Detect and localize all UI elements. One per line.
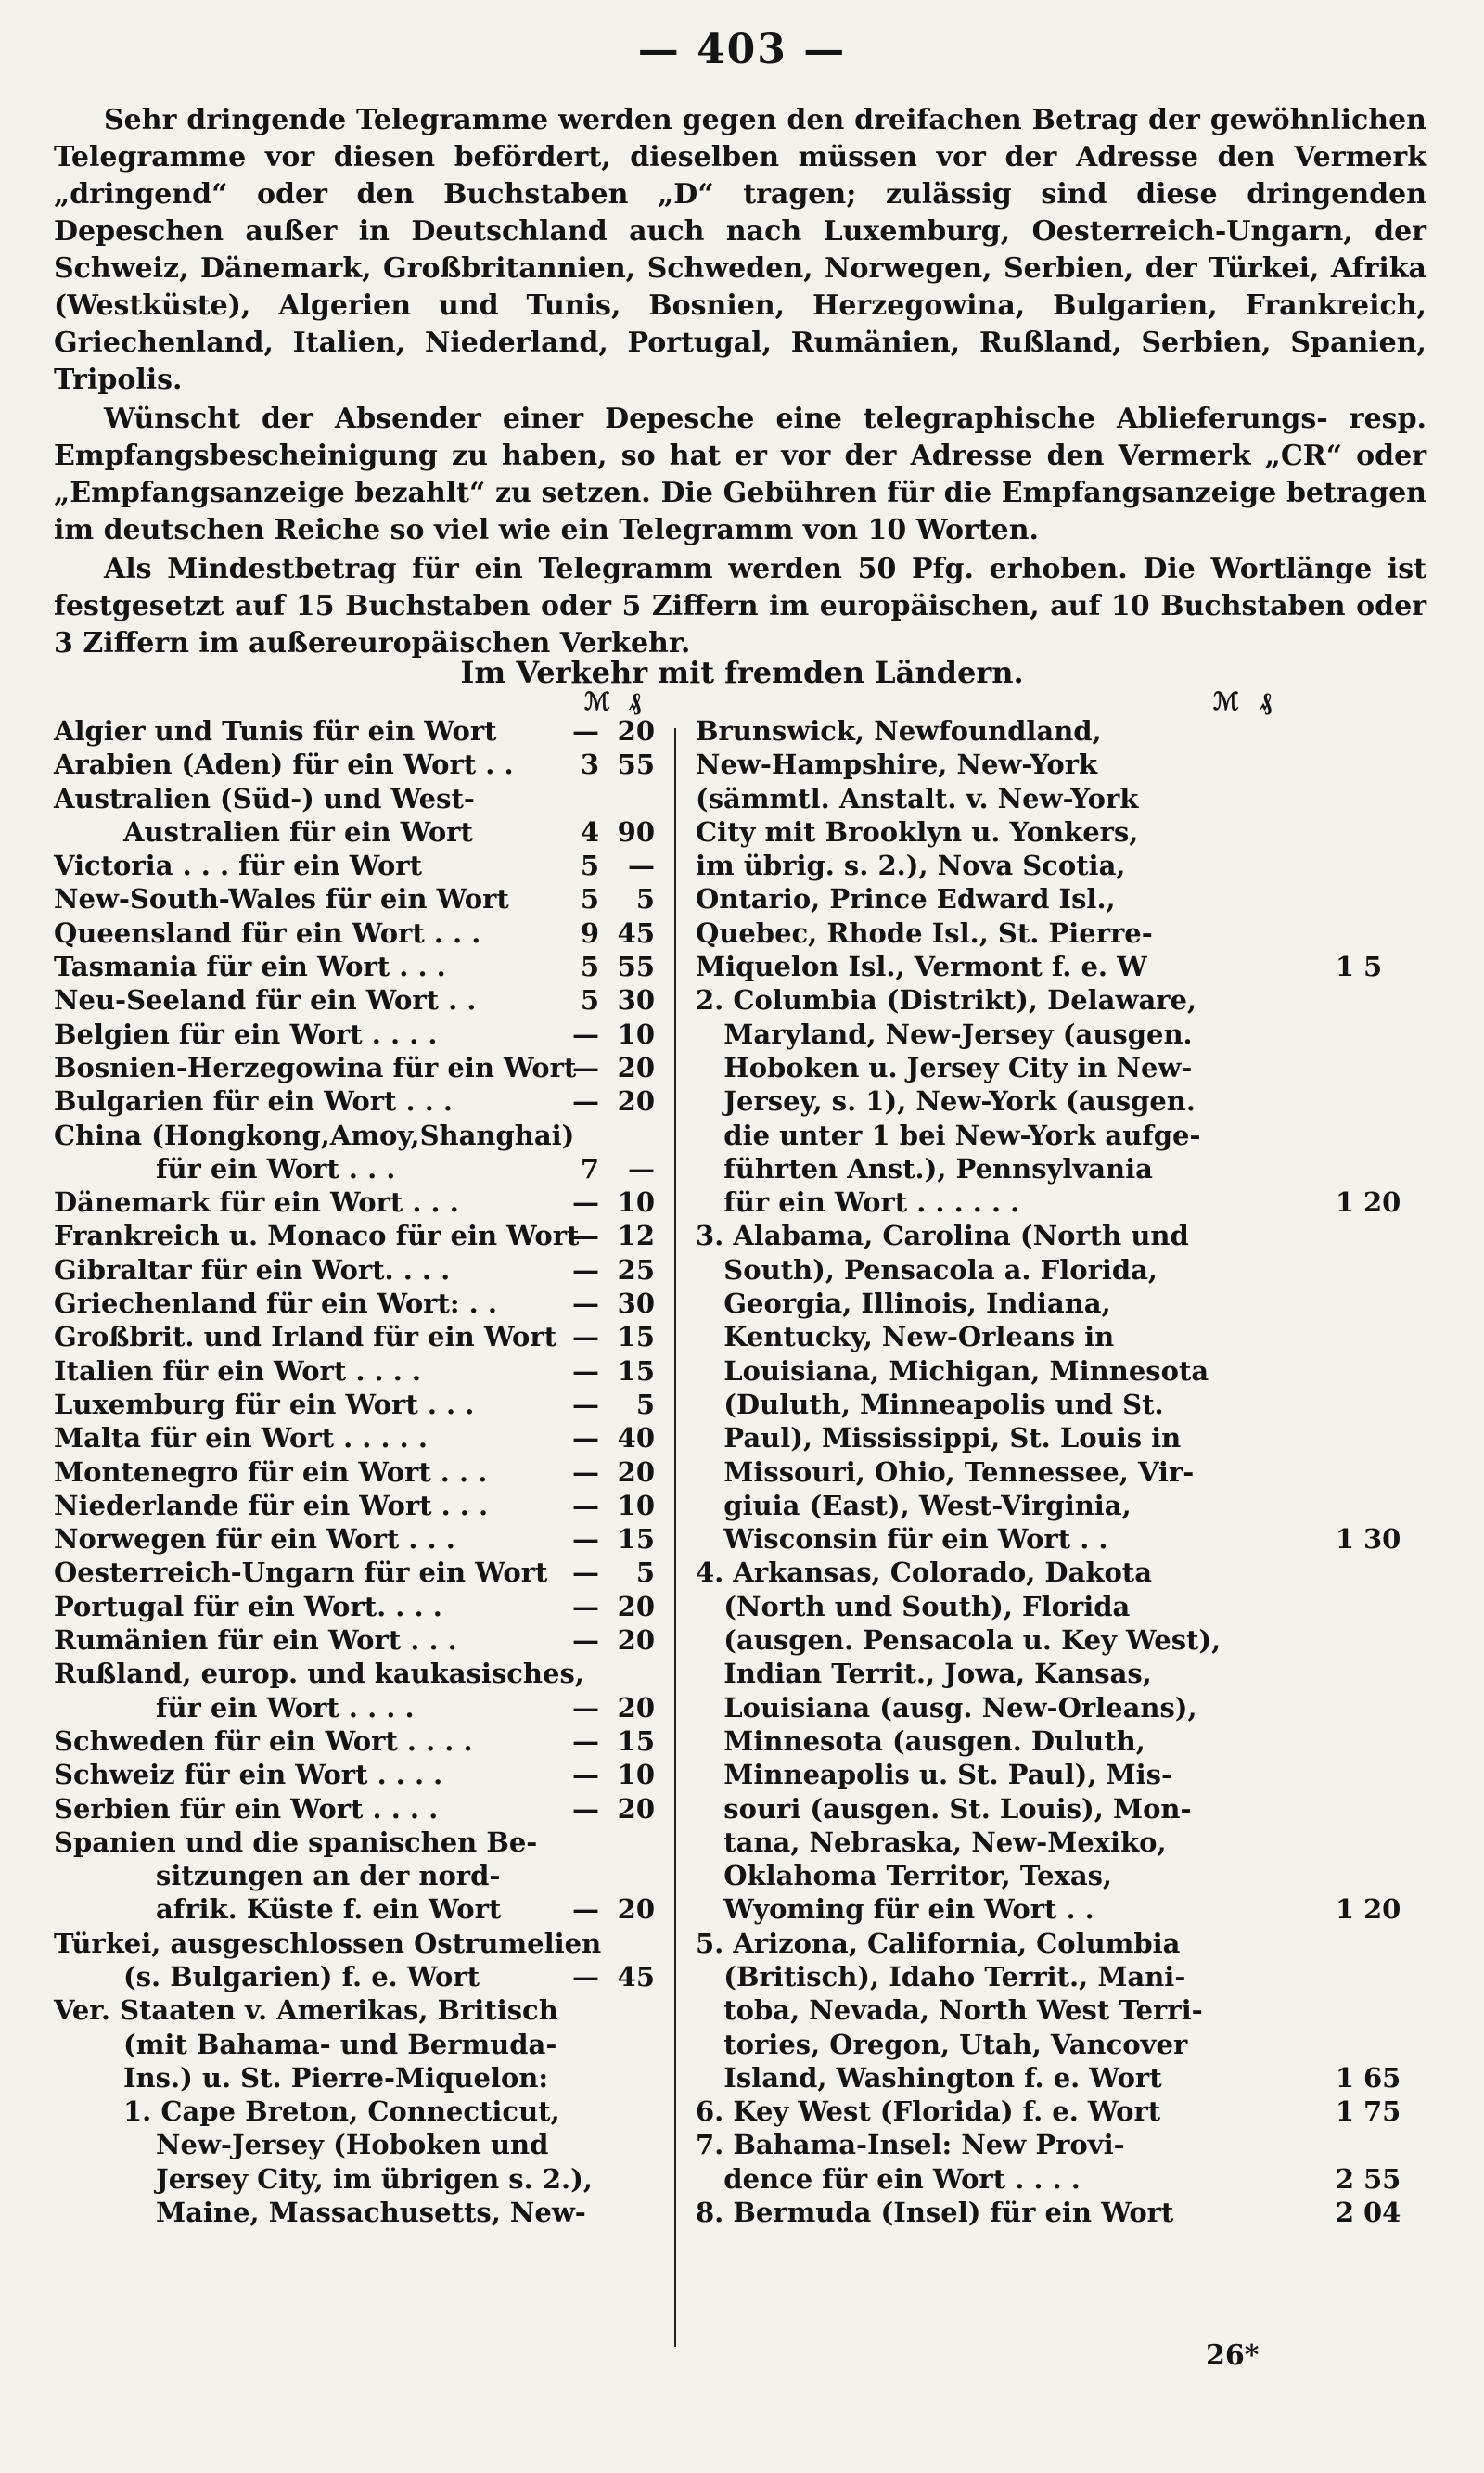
- rate-label: tories, Oregon, Utah, Vancover: [696, 2028, 1188, 2060]
- rate-label: für ein Wort . . . .: [156, 1691, 415, 1723]
- rate-pfennig: 55: [617, 749, 655, 781]
- rate-row: [54, 1354, 666, 1388]
- rate-row: [696, 2061, 1401, 2095]
- rate-row: [696, 714, 1345, 748]
- rate-pfennig: 5: [1363, 951, 1383, 983]
- rate-label: Oklahoma Territor, Texas,: [696, 1860, 1113, 1892]
- rate-label: Jersey, s. 1), New-York (ausgen.: [696, 1085, 1196, 1118]
- rate-row: [54, 1993, 666, 2027]
- rate-pfennig: 25: [617, 1253, 655, 1286]
- rate-mark: 5: [580, 883, 599, 916]
- rate-label: China (Hongkong,Amoy,Shanghai): [54, 1119, 575, 1151]
- rate-mark: 5: [580, 850, 599, 882]
- rate-label: Minneapolis u. St. Paul), Mis-: [696, 1759, 1173, 1791]
- rate-mark: 1: [1335, 2061, 1354, 2094]
- rate-label: für ein Wort . . . . . .: [696, 1186, 1020, 1219]
- rate-row: [54, 2028, 666, 2061]
- rate-label: afrik. Küste f. ein Wort: [156, 1893, 502, 1926]
- rate-label: souri (ausgen. St. Louis), Mon-: [696, 1792, 1192, 1825]
- rate-pfennig: 20: [617, 1590, 655, 1622]
- rate-label: Jersey City, im übrigen s. 2.),: [156, 2162, 593, 2195]
- rate-row: [696, 748, 1345, 781]
- rate-label: Arabien (Aden) für ein Wort . .: [54, 749, 514, 781]
- rate-label: (sämmtl. Anstalt. v. New-York: [696, 782, 1139, 814]
- rate-pfennig: 45: [617, 1960, 655, 1992]
- rate-label: Oesterreich-Ungarn für ein Wort: [54, 1557, 548, 1589]
- rate-label: Wyoming für ein Wort . .: [696, 1893, 1094, 1926]
- rate-row: [54, 1119, 666, 1152]
- rate-pfennig: 20: [617, 1893, 655, 1926]
- rate-row: [696, 1051, 1345, 1084]
- rate-mark: —: [572, 1253, 599, 1286]
- rate-row: [696, 1287, 1345, 1320]
- rate-mark: —: [572, 1523, 599, 1556]
- rate-row: [696, 1421, 1345, 1454]
- rate-label: Algier und Tunis für ein Wort: [54, 715, 497, 747]
- rate-label: Louisiana (ausg. New-Orleans),: [696, 1691, 1197, 1723]
- rate-pfennig: 20: [617, 1455, 655, 1488]
- rate-row: [696, 1590, 1345, 1623]
- rate-row: [696, 1388, 1345, 1421]
- rate-mark: 2: [1335, 2162, 1354, 2195]
- rate-pfennig: 20: [1363, 1893, 1401, 1926]
- rate-mark: 2: [1335, 2197, 1354, 2229]
- rate-row: [54, 1859, 666, 1892]
- rate-row: [696, 849, 1345, 882]
- signature-mark: 26*: [1206, 2339, 1260, 2372]
- rate-row: [54, 882, 666, 916]
- left-rate-column: [54, 714, 666, 2229]
- rate-row: [696, 1253, 1345, 1287]
- rate-label: Neu-Seeland für ein Wort . .: [54, 984, 477, 1017]
- page-number: — 403 —: [637, 26, 847, 73]
- rate-pfennig: 10: [617, 1489, 655, 1521]
- rate-pfennig: 20: [617, 1624, 655, 1657]
- rate-row: [54, 1724, 666, 1758]
- rate-row: [54, 714, 666, 748]
- rate-row: [54, 2095, 666, 2128]
- rate-row: [54, 1455, 666, 1489]
- rate-row: [696, 1691, 1345, 1724]
- rate-label: City mit Brooklyn u. Yonkers,: [696, 815, 1139, 848]
- rate-mark: —: [572, 1792, 599, 1825]
- rate-label: Norwegen für ein Wort . . .: [54, 1523, 455, 1556]
- rate-label: 1. Cape Breton, Connecticut,: [123, 2095, 560, 2128]
- rate-label: Griechenland für ein Wort: . .: [54, 1288, 497, 1320]
- rate-row: [54, 1623, 666, 1657]
- paragraph-minimum: Als Mindestbetrag für ein Telegramm werden 50 Pfg. erhoben. Die Wortlänge ist festgesetzt auf 15 Buchstaben oder 5 Ziffern im europäischen, auf 10 Buchstaben oder 3 Ziffern im außereuropäischen Verkehr.: [54, 553, 1426, 660]
- rate-label: (mit Bahama- und Bermuda-: [123, 2028, 557, 2060]
- rate-row: [696, 1657, 1345, 1690]
- rate-mark: —: [572, 1590, 599, 1622]
- rate-label: Malta für ein Wort . . . . .: [54, 1422, 428, 1454]
- rate-label: (North und South), Florida: [696, 1590, 1131, 1622]
- rate-row: [54, 1152, 666, 1185]
- rate-row: [696, 1892, 1401, 1926]
- rate-row: [696, 1826, 1345, 1859]
- rate-row: [54, 983, 666, 1017]
- rate-label: Indian Territ., Jowa, Kansas,: [696, 1658, 1152, 1690]
- rate-mark: —: [572, 1288, 599, 1320]
- rate-row: [54, 748, 666, 781]
- rate-row: [696, 916, 1345, 950]
- rate-pfennig: 5: [635, 1388, 655, 1420]
- rate-label: Ontario, Prince Edward Isl.,: [696, 883, 1116, 916]
- rate-pfennig: 20: [617, 715, 655, 747]
- rate-row: [54, 1219, 666, 1252]
- rate-row: [696, 1489, 1345, 1522]
- rate-label: Großbrit. und Irland für ein Wort: [54, 1321, 557, 1353]
- rate-label: im übrig. s. 2.), Nova Scotia,: [696, 850, 1126, 882]
- rate-row: [696, 950, 1383, 983]
- rate-label: Victoria . . . für ein Wort: [54, 850, 422, 882]
- rate-label: Portugal für ein Wort. . . .: [54, 1590, 442, 1622]
- rate-row: [54, 1691, 666, 1724]
- rate-label: Ins.) u. St. Pierre-Miquelon:: [123, 2061, 549, 2094]
- rate-mark: —: [572, 1422, 599, 1454]
- rate-pfennig: 10: [617, 1759, 655, 1791]
- rate-row: [696, 1152, 1345, 1185]
- rate-mark: —: [572, 1455, 599, 1488]
- rate-mark: —: [572, 1724, 599, 1757]
- rate-pfennig: 75: [1363, 2095, 1401, 2128]
- rate-mark: 9: [580, 916, 599, 949]
- rate-pfennig: 30: [617, 1288, 655, 1320]
- rate-row: [696, 1354, 1345, 1388]
- rate-row: [696, 1758, 1345, 1791]
- rate-pfennig: 45: [617, 916, 655, 949]
- rate-row: [54, 1892, 666, 1926]
- rate-pfennig: 65: [1363, 2061, 1401, 2094]
- left-pfennig-header: ₰: [629, 688, 641, 716]
- rate-pfennig: 20: [617, 1051, 655, 1083]
- rate-row: [696, 2095, 1401, 2128]
- rate-mark: 3: [580, 749, 599, 781]
- rate-label: 6. Key West (Florida) f. e. Wort: [696, 2095, 1161, 2128]
- rate-mark: —: [572, 1220, 599, 1252]
- rate-label: tana, Nebraska, New-Mexiko,: [696, 1826, 1167, 1858]
- rate-row: [54, 2061, 666, 2095]
- rate-mark: 1: [1335, 951, 1354, 983]
- rate-row: [54, 1320, 666, 1353]
- rate-row: [54, 782, 666, 815]
- rate-label: führten Anst.), Pennsylvania: [696, 1152, 1153, 1185]
- rate-row: [54, 1758, 666, 1791]
- rate-label: 3. Alabama, Carolina (North und: [696, 1220, 1189, 1252]
- rate-label: Queensland für ein Wort . . .: [54, 916, 481, 949]
- rate-mark: —: [572, 1893, 599, 1926]
- rate-mark: —: [572, 1960, 599, 1992]
- rate-row: [696, 1623, 1345, 1657]
- rate-label: Türkei, ausgeschlossen Ostrumelien: [54, 1927, 602, 1959]
- rate-row: [696, 1993, 1345, 2027]
- section-title: Im Verkehr mit fremden Ländern.: [460, 655, 1024, 690]
- rate-label: Bosnien-Herzegowina für ein Wort: [54, 1051, 577, 1083]
- rate-pfennig: 20: [617, 1792, 655, 1825]
- rate-row: [54, 1792, 666, 1826]
- rate-pfennig: 30: [617, 984, 655, 1017]
- rate-pfennig: 20: [617, 1085, 655, 1118]
- rate-row: [54, 1084, 666, 1118]
- rate-label: 7. Bahama-Insel: New Provi-: [696, 2129, 1125, 2161]
- rate-label: 5. Arizona, California, Columbia: [696, 1927, 1181, 1959]
- rate-label: Rußland, europ. und kaukasisches,: [54, 1658, 584, 1690]
- rate-row: [696, 1522, 1401, 1556]
- rate-label: Maryland, New-Jersey (ausgen.: [696, 1018, 1193, 1050]
- rate-mark: 4: [580, 815, 599, 848]
- rate-label: 8. Bermuda (Insel) für ein Wort: [696, 2197, 1174, 2229]
- rate-label: sitzungen an der nord-: [156, 1860, 501, 1892]
- rate-row: [54, 1287, 666, 1320]
- rate-mark: —: [572, 1759, 599, 1791]
- rate-pfennig: 15: [617, 1523, 655, 1556]
- rate-row: [696, 2128, 1345, 2161]
- rate-row: [54, 1018, 666, 1051]
- rate-row: [696, 815, 1345, 849]
- rate-mark: —: [572, 1354, 599, 1387]
- rate-row: [54, 1826, 666, 1859]
- rate-row: [696, 782, 1345, 815]
- rate-label: Spanien und die spanischen Be-: [54, 1826, 538, 1858]
- rate-row: [54, 1421, 666, 1454]
- rate-mark: —: [572, 1321, 599, 1353]
- rate-mark: —: [572, 1388, 599, 1420]
- rate-label: dence für ein Wort . . . .: [696, 2162, 1081, 2195]
- rate-mark: —: [572, 1557, 599, 1589]
- rate-label: 2. Columbia (Distrikt), Delaware,: [696, 984, 1197, 1017]
- rate-row: [54, 1388, 666, 1421]
- rate-label: Louisiana, Michigan, Minnesota: [696, 1354, 1209, 1387]
- rate-row: [696, 2028, 1345, 2061]
- rate-row: [696, 983, 1345, 1017]
- rate-row: [696, 1320, 1345, 1353]
- rate-mark: —: [572, 1489, 599, 1521]
- rate-row: [54, 1590, 666, 1623]
- rate-row: [54, 2196, 666, 2229]
- rate-label: Brunswick, Newfoundland,: [696, 715, 1102, 747]
- rate-label: Australien für ein Wort: [123, 815, 473, 848]
- rate-row: [696, 2196, 1401, 2229]
- rate-mark: —: [572, 1624, 599, 1657]
- rate-row: [696, 2162, 1401, 2196]
- rate-pfennig: 04: [1363, 2197, 1401, 2229]
- rate-row: [696, 1556, 1345, 1589]
- rate-label: Dänemark für ein Wort . . .: [54, 1186, 459, 1219]
- rate-label: toba, Nevada, North West Terri-: [696, 1994, 1203, 2027]
- rate-row: [696, 1119, 1345, 1152]
- rate-row: [696, 1960, 1345, 1993]
- rate-label: Schweden für ein Wort . . . .: [54, 1724, 473, 1757]
- rate-label: New-South-Wales für ein Wort: [54, 883, 509, 916]
- rate-label: New-Jersey (Hoboken und: [156, 2129, 549, 2161]
- rate-row: [696, 1792, 1345, 1826]
- rate-pfennig: 15: [617, 1724, 655, 1757]
- rate-row: [54, 1657, 666, 1690]
- rate-label: giuia (East), West-Virginia,: [696, 1489, 1132, 1521]
- rate-mark: 7: [580, 1152, 599, 1185]
- rate-row: [54, 1051, 666, 1084]
- rate-mark: —: [572, 1691, 599, 1723]
- rate-row: [54, 1185, 666, 1219]
- left-mark-header: ℳ: [584, 688, 610, 716]
- rate-row: [696, 1219, 1345, 1252]
- rate-pfennig: 5: [635, 1557, 655, 1589]
- rate-label: für ein Wort . . .: [156, 1152, 396, 1185]
- rate-row: [54, 1960, 666, 1993]
- rate-pfennig: 10: [617, 1186, 655, 1219]
- rate-row: [54, 849, 666, 882]
- rate-mark: 1: [1335, 2095, 1354, 2128]
- rate-mark: 1: [1335, 1893, 1354, 1926]
- rate-row: [696, 1859, 1345, 1892]
- rate-label: Belgien für ein Wort . . . .: [54, 1018, 438, 1050]
- rate-mark: —: [572, 1186, 599, 1219]
- rate-label: Italien für ein Wort . . . .: [54, 1354, 421, 1387]
- rate-row: [54, 950, 666, 983]
- rate-pfennig: 40: [617, 1422, 655, 1454]
- rate-mark: 5: [580, 951, 599, 983]
- rate-row: [54, 815, 666, 849]
- rate-pfennig: 20: [617, 1691, 655, 1723]
- rate-row: [54, 916, 666, 950]
- rate-label: Montenegro für ein Wort . . .: [54, 1455, 488, 1488]
- paragraph-urgent: Sehr dringende Telegramme werden gegen den dreifachen Betrag der gewöhnlichen Telegramme vor diesen befördert, dieselben müssen vor der Adresse den Vermerk „dringend“ oder den Buchstaben „D“ tragen; zulässig sind diese dringenden Depeschen außer in Deutschland auch nach Luxemburg, Oesterreich-Ungarn, der Schweiz, Dänemark, Großbritannien, Schweden, Norwegen, Serbien, der Türkei, Afrika (Westküste), Algerien und Tunis, Bosnien, Herzegowina, Bulgarien, Frankreich, Griechenland, Italien, Niederland, Portugal, Rumänien, Rußland, Serbien, Spanien, Tripolis.: [54, 104, 1426, 396]
- rate-label: Frankreich u. Monaco für ein Wort: [54, 1220, 580, 1252]
- rate-label: Luxemburg für ein Wort . . .: [54, 1388, 475, 1420]
- rate-label: Miquelon Isl., Vermont f. e. W: [696, 951, 1147, 983]
- rate-label: die unter 1 bei New-York aufge-: [696, 1119, 1201, 1151]
- right-rate-column: [696, 714, 1401, 2229]
- rate-pfennig: 55: [1363, 2162, 1401, 2195]
- rate-row: [696, 1185, 1401, 1219]
- rate-label: Island, Washington f. e. Wort: [696, 2061, 1162, 2094]
- rate-label: New-Hampshire, New-York: [696, 749, 1098, 781]
- rate-label: Australien (Süd-) und West-: [54, 782, 475, 814]
- rate-mark: 5: [580, 984, 599, 1017]
- rate-pfennig: —: [628, 850, 655, 882]
- rate-pfennig: 12: [617, 1220, 655, 1252]
- rate-row: [696, 1724, 1345, 1758]
- intro-text: [54, 102, 1426, 664]
- rate-label: Minnesota (ausgen. Duluth,: [696, 1724, 1145, 1757]
- rate-label: (ausgen. Pensacola u. Key West),: [696, 1624, 1222, 1657]
- rate-mark: 1: [1335, 1523, 1354, 1556]
- right-mark-header: ℳ: [1213, 688, 1239, 716]
- rate-pfennig: 30: [1363, 1523, 1401, 1556]
- rate-label: Kentucky, New-Orleans in: [696, 1321, 1115, 1353]
- rate-label: Ver. Staaten v. Amerikas, Britisch: [54, 1994, 558, 2027]
- rate-label: Niederlande für ein Wort . . .: [54, 1489, 489, 1521]
- rate-label: Paul), Mississippi, St. Louis in: [696, 1422, 1182, 1454]
- rate-row: [696, 1455, 1345, 1489]
- rate-row: [54, 1522, 666, 1556]
- rate-row: [54, 1556, 666, 1589]
- rate-label: Georgia, Illinois, Indiana,: [696, 1288, 1111, 1320]
- column-divider: [674, 728, 676, 2347]
- rate-label: Quebec, Rhode Isl., St. Pierre-: [696, 916, 1153, 949]
- rate-pfennig: 15: [617, 1321, 655, 1353]
- rate-label: Rumänien für ein Wort . . .: [54, 1624, 457, 1657]
- rate-row: [696, 882, 1345, 916]
- rate-row: [696, 1018, 1345, 1051]
- rate-label: South), Pensacola a. Florida,: [696, 1253, 1158, 1286]
- rate-pfennig: 55: [617, 951, 655, 983]
- paragraph-receipt: Wünscht der Absender einer Depesche eine telegraphische Ablieferungs- resp. Empfangsbescheinigung zu haben, so hat er vor der Adresse den Vermerk „CR“ oder „Empfangsanzeige bezahlt“ zu setzen. Die Gebühren für die Empfangsanzeige betragen im deutschen Reiche so viel wie ein Telegramm von 10 Worten.: [54, 403, 1426, 546]
- rate-mark: —: [572, 1051, 599, 1083]
- rate-label: (Duluth, Minneapolis und St.: [696, 1388, 1164, 1420]
- rate-label: 4. Arkansas, Colorado, Dakota: [696, 1557, 1152, 1589]
- rate-row: [54, 1253, 666, 1287]
- rate-label: Maine, Massachusetts, New-: [156, 2197, 586, 2229]
- rate-mark: —: [572, 1085, 599, 1118]
- rate-label: Serbien für ein Wort . . . .: [54, 1792, 439, 1825]
- rate-label: (Britisch), Idaho Territ., Mani-: [696, 1960, 1186, 1992]
- rate-label: Schweiz für ein Wort . . . .: [54, 1759, 443, 1791]
- rate-row: [54, 1927, 666, 1960]
- rate-row: [54, 2162, 666, 2196]
- rate-row: [54, 2128, 666, 2161]
- rate-label: Tasmania für ein Wort . . .: [54, 951, 446, 983]
- rate-pfennig: 90: [617, 815, 655, 848]
- rate-row: [696, 1084, 1345, 1118]
- rate-mark: —: [572, 1018, 599, 1050]
- rate-label: Wisconsin für ein Wort . .: [696, 1523, 1108, 1556]
- rate-label: Bulgarien für ein Wort . . .: [54, 1085, 453, 1118]
- rate-pfennig: 10: [617, 1018, 655, 1050]
- rate-mark: —: [572, 715, 599, 747]
- right-pfennig-header: ₰: [1260, 688, 1272, 716]
- rate-pfennig: 20: [1363, 1186, 1401, 1219]
- rate-label: Gibraltar für ein Wort. . . .: [54, 1253, 451, 1286]
- rate-label: Missouri, Ohio, Tennessee, Vir-: [696, 1455, 1195, 1488]
- rate-mark: 1: [1335, 1186, 1354, 1219]
- rate-pfennig: —: [628, 1152, 655, 1185]
- rate-label: Hoboken u. Jersey City in New-: [696, 1051, 1193, 1083]
- rate-row: [54, 1489, 666, 1522]
- rate-row: [696, 1927, 1345, 1960]
- rate-pfennig: 15: [617, 1354, 655, 1387]
- rate-label: (s. Bulgarien) f. e. Wort: [123, 1960, 480, 1992]
- rate-pfennig: 5: [635, 883, 655, 916]
